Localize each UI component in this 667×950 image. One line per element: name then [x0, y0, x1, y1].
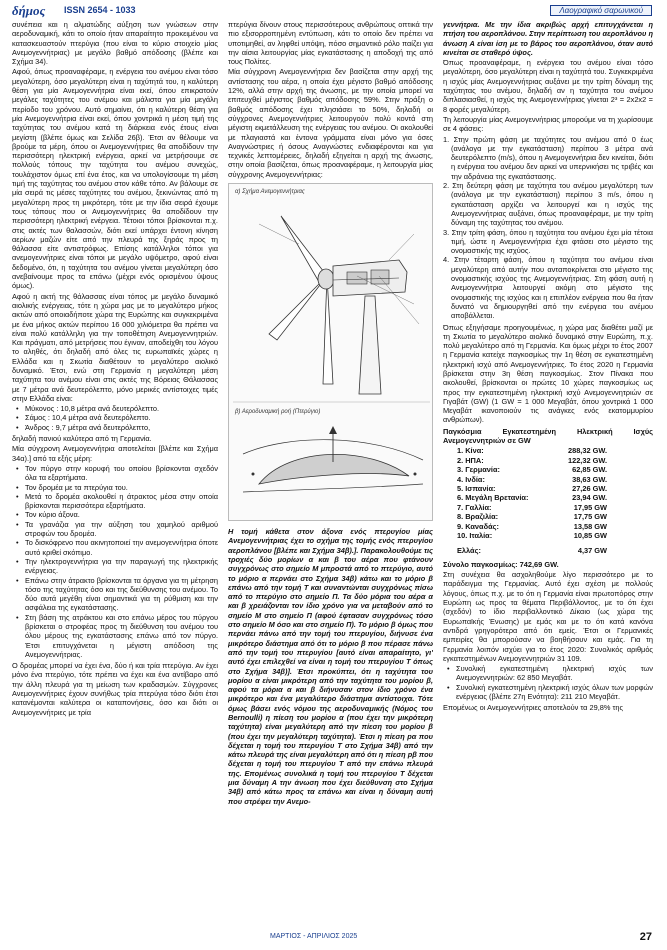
paragraph: Όπως εξηγήσαμε προηγουμένως, η χώρα μας διαθέτει μαζί με τη Σκωτία το μεγαλύτερο αιολικό δυναμικό στην Ευρώπη, π.χ. πολύ μεγαλύτερο από τη Γερμανία. Και όμως μέχρι το έτος 2007 η Γερμανία κατείχε παγκοσμίως την 1η θέση σε εγκατεστημένη ηλεκτρική ισχύ από Ανεμογεννήτριες. Το έτος 2020 η Γερμανία βρίσκεται στην 3η θέση παγκοσμίως. Στον Πίνακα που ακολουθεί, βρίσκονται οι πρώτες 10 χώρες παγκοσμίως ως προς την εγκατεστημένη ηλεκτρική ισχύ Ανεμογεννητριών σε Γιγαβάτ (GW) (1 GW = 1 000 Μεγαβάτ, όπου χοντρικά 1 000 Μεγαβάτ ικανοποιούν τις ανάγκες ενός εκατομμυρίου ανθρώπων). — [443, 322, 653, 425]
page-number: 27 — [639, 931, 652, 943]
column-right — [443, 20, 653, 925]
table-row: 5. Ισπανία: 27,26 GW. — [457, 483, 607, 493]
list-item: • Στη βάση της ατράκτου και στο επάνω μέρος του πύργου βρίσκεται ο στροφέας προς τη διεύθυνση του ανέμου του όλου μέρους της εγκατάστασης επάνω από τον πύργο. Έτσι επιτυγχάνεται η μέγιστη απόδοση της Ανεμογεννήτριας. — [16, 613, 218, 659]
issue-date: ΜΑΡΤΙΟΣ - ΑΠΡΙΛΙΟΣ 2025 — [270, 933, 358, 940]
total-line: Σύνολο παγκοσμίως: 742,69 GW. — [443, 559, 559, 569]
paragraph: Ο δρομέας μπορεί να έχει ένα, δύο ή και τρία πτερύγια. Αν έχει μόνο ένα πτερύγιο, τότε πρέπει να έχει και ένα αντίβαρο από την άλλη πλευρά για τη μείωση των κραδασμών. Σύγχρονες Ανεμογεννήτριες έχουν συνήθως τρία πτερύγια τόσο διότι έτσι κατανέμονται καλύτερα οι καταπονήσεις, όσο και διότι οι Ανεμογεννήτριες με τρία — [12, 661, 218, 717]
list-item: • Τον κύριο άξονα. — [16, 510, 218, 519]
issn-label: ISSN 2654 - 1033 — [64, 5, 136, 15]
list-item: • Συνολική εγκατεστημένη ηλεκτρική ισχύς όλων των μορφών ενέργειας (βλέπε 27η Ενότητα): 211 210 Μεγαβάτ. — [447, 683, 653, 702]
list-item: 1. Στην πρώτη φάση με ταχύτητες του ανέμου από 0 έως (ανάλογα με την εγκατάσταση) περίπου 3 μέτρα ανά δευτερόλεπτο (m/s), όπου η Ανεμογεννήτρια δεν κινείται, διότι η ενέργεια του ανέμου δεν αρκεί να υπερνικήσει τις τριβές και την αδράνεια της εγκατάστασης. — [443, 134, 653, 181]
list-item: • Άνδρος : 9,7 μέτρα ανά δευτερόλεπτο, — [16, 423, 218, 432]
list-item: • Μετά το δρομέα ακολουθεί η άτρακτος μέσα στην οποία βρίσκονται περισσότερα εξαρτήματα. — [16, 492, 218, 511]
table-row-greece: Ελλάς: 4,37 GW — [457, 546, 607, 556]
paragraph: Μία σύγχρονη Ανεμογεννήτρια δεν βασίζεται στην αρχή της αντίστασης του αέρα, η οποία έχει μέγιστο βαθμό απόδοσης 12%, αλλά στην αρχή της άνωσης, με την οποία μπορεί να επιτευχθεί μέγιστος βαθμός απόδοσης 59%. Στην πράξη ο βαθμός απόδοσης έχει πλησιάσει το 50%, δηλαδή οι σύγχρονες Ανεμογεννήτριες λειτουργούν πολύ κοντά στη μέγιστη εκμετάλλευση της ενέργειας του ανέμου. Οι ακολουθεί με πλαγιαστά και έντονα γράμματα είναι μόνο για όσες Αναγνώστριες ή όσους Αναγνώστες ενδιαφέρονται και για τεχνικές λεπτομέρειες, δηλαδή εξηγείται η αρχή της άνωσης, στην οποία βασίζεται, όπως προαναφέραμε, η λειτουργία μίας σύγχρονης Ανεμογεννήτριας: — [228, 67, 433, 179]
wind-speed-list — [16, 404, 218, 432]
paragraph: δηλαδή πανιού καλύτερα από τη Γερμανία. — [12, 434, 152, 444]
turbine-parts-list — [16, 464, 218, 659]
list-item: 2. Στη δεύτερη φάση με ταχύτητα του ανέμου μεγαλύτερη των (ανάλογα με την εγκατάσταση) περίπου 3 m/s, όπου η εγκατάσταση αρχίζει να λειτουργεί και η ισχύς της Ανεμογεννήτριας αυξάνει, όπως προαναφέραμε, με την τρίτη δύναμη της ταχύτητας του ανέμου. — [443, 181, 653, 228]
list-item: • Τον πύργο στην κορυφή του οποίου βρίσκονται σχεδόν όλα τα εξαρτήματα. — [16, 464, 218, 483]
magazine-logo: δήμος — [12, 3, 46, 18]
paragraph: Αφού, όπως προαναφέραμε, η ενέργεια του ανέμου είναι τόσο μεγαλύτερη, όσο μεγαλύτερη είναι η ταχύτητά του, η καλύτερη θέση για μία Ανεμογεννήτρια είναι εκεί, όπου επικρατούν μεγάλες ταχύτητες του ανέμου και μάλιστα για μία μεγάλη περίοδο του χρόνου. Αυτό σημαίνει, ότι η καλύτερη θέση για μία Ανεμογεννήτρια είναι εκεί, όπου χοντρικά η μέση τιμή της ταχύτητας του ανέμου κατά τη διάρκεια ενός έτους είναι μεγίστη (βλέπε όμως και Σελίδα 26β). Έτσι αν θέλουμε να βρούμε τα μέρη, όπου οι Ανεμογεννήτριες θα αποδίδουν την περισσότερη ηλεκτρική ενέργεια, αρκεί να μετρήσουμε σε πολλούς τόπους την ταχύτητα του ανέμου συνεχώς, τουλάχιστον όμως επί ένα έτος, και να υπολογίσουμε τη μέση τιμή της ταχύτητας του ανέμου στον κάθε τόπο. Αν βάλουμε σε μία σειρά τις μέσες ταχύτητες του ανέμου, ξεκινώντας από τη μεγαλύτερη προς τη μικρότερη, τότε με την ίδια σειρά έχουμε τους τόπους που οι Ανεμογεννήτριες θα αποδίδουν την περισσότερη ηλεκτρική ενέργεια. Τέτοιοι τόποι βρίσκονται π.χ. στις ακτές των θαλασσών, διότι εκεί υπάρχει έντονη κίνηση αερίων μαζών είτε από την πλευρά της ξηράς προς τη θάλασσα είτε αντιστρόφως. Επίσης κατάλληλοι τόποι για ανεμογεννήτριες είναι τόποι με μεγάλο υψόμετρο, αφού είναι δεδομένο, ότι, η ταχύτητα του ανέμου γίνεται μεγαλύτερη όσο ανεβαίνουμε προς τα επάνω (μέχρι ενός ορισμένου ύψους όμως). — [12, 67, 218, 291]
list-item: • Σάμος : 10,4 μέτρα ανά δευτερόλεπτο. — [16, 413, 218, 422]
list-item: • Συνολική εγκατεστημένη ηλεκτρική ισχύς των Ανεμογεννητριών: 62 850 Μεγαβάτ. — [447, 664, 653, 683]
paragraph: συνέπεια και η αλματώδης αύξηση των γνώσεων στην αεροδυναμική, κάτι το οποίο ήταν απαραίτητο προκειμένου να κατασκευαστούν πτερύγια (που είναι το κύριο στοιχείο μίας Ανεμογεννήτριας) με μεγάλο βαθμό απόδοσης (βλέπε και Σχήμα 34). — [12, 20, 218, 67]
table-row: 10. Ιταλία: 10,85 GW — [457, 531, 607, 541]
table-row: 6. Μεγάλη Βρετανία: 23,94 GW. — [457, 493, 607, 503]
column-left — [12, 20, 218, 925]
paragraph: Τη λειτουργία μίας Ανεμογεννήτριας μπορούμε να τη χωρίσουμε σε 4 φάσεις: — [443, 114, 653, 134]
germany-stats-list — [447, 664, 653, 701]
table-row: 8. Βραζιλία: 17,75 GW — [457, 512, 607, 522]
turbine-diagram — [229, 184, 433, 522]
list-item: • Το δισκόφρενο που ακινητοποιεί την ανεμογεννήτρια όποτε αυτό κριθεί σκόπιμο. — [16, 538, 218, 557]
paragraph: Στη συνέχεια θα ασχοληθούμε λίγο περισσότερο με το παράδειγμα της Γερμανίας. Αυτό έχει σχέση με πολλούς λόγους, όπως π.χ. με το ότι η Γερμανία είναι πρωτοπόρος στην Ευρώπη ως προς τα θέματα Περιβάλλοντος, με το ότι έχει (σχεδόν) το ίδιο περιβαλλοντικό Δίκαιο (ως χώρα της Ευρωπαϊκής Ένωσης) με εμάς και με το ότι κατά κανόνα αντιδρά γρηγορότερα από ότι εμείς. Έτσι οι Γερμανικές εμπειρίες θα μπορούσαν να βοηθήσουν και εμάς. Για τη Γερμανία λοιπόν ισχύει για το έτος 2020: Συνολικός αριθμός εγκατεστημένων Ανεμογεννητριών 31 109. — [443, 570, 653, 663]
column-middle — [228, 20, 433, 925]
list-item: • Τον δρομέα με τα πτερύγια του. — [16, 483, 218, 492]
page-header — [12, 4, 652, 18]
paragraph: Μία σύγχρονη Ανεμογεννήτρια αποτελείται [βλέπε και Σχήμα 34α).] από τα εξής μέρη: — [12, 444, 218, 463]
list-item: • Επάνω στην άτρακτο βρίσκονται τα όργανα για τη μέτρηση τόσο της ταχύτητας όσο και της διεύθυνσης του ανέμου. Το δύο αυτά μεγέθη είναι σημαντικά για τη ρύθμιση και την ασφάλεια της εγκατάστασης. — [16, 576, 218, 613]
table-row: 3. Γερμανία: 62,85 GW. — [457, 465, 607, 475]
table-row: 1. Κίνα: 288,32 GW. — [457, 446, 607, 456]
paragraph: Επομένως οι Ανεμογεννήτριες αποτελούν τα 29,8% της — [443, 703, 624, 713]
paragraph: πτερύγια δίνουν στους περισσότερους ανθρώπους οπτικά την πιο εξισορροπημένη εντύπωση, κάτι το οποίο δεν πρέπει να υποτιμηθεί, αν ληφθεί υπόψη, πόσο σημαντικό ρόλο παίζει για την αίσια λειτουργίας μίας εγκατάστασης η αποδοχή της από τους Πολίτες. — [228, 20, 433, 67]
figure-caption-a: α) Σχήμα Ανεμογεννήτριας — [235, 189, 305, 196]
table-row: 4. Ινδία: 38,63 GW. — [457, 474, 607, 484]
figure-caption-b: β) Αεροδυναμική ροή (Πτερύγιο) — [235, 409, 321, 416]
paragraph: Όπως προαναφέραμε, η ενέργεια του ανέμου είναι τόσο μεγαλύτερη, όσο μεγαλύτερη είναι η ταχύτητά του. Συγκεκριμένα η ισχύς μίας Ανεμογεννήτριας αυξάνει με την τρίτη δύναμη της ταχύτητας του ανέμου, δηλαδή αν η ταχύτητα του ανέμου διπλασιασθεί, η ισχύς της Ανεμογεννήτριας γίνεται 2³ = 2x2x2 = 8 φορές μεγαλύτερη. — [443, 58, 653, 114]
wind-turbine-figure — [228, 183, 433, 521]
list-item: • Τα γρανάζια για την αύξηση του χαμηλού αριθμού στροφών του δρομέα. — [16, 520, 218, 539]
list-item: 4. Στην τέταρτη φάση, όπου η ταχύτητα του ανέμου είναι μεγαλύτερη από αυτήν που ανταποκρίνεται στο μέγιστο της ονομαστικής ισχύος της Ανεμογεννήτριας. Στη φάση αυτή η Ανεμογεννήτρια λειτουργεί ακόμη στο μέγιστο της ονομαστικής της ισχύος και η επιπλέον ενέργεια που θα ήταν δυνατό να δημιουργηθεί από την ενέργεια του ανέμου αποβάλλεται. — [443, 255, 653, 321]
phases-list — [443, 135, 653, 321]
table-title: Παγκόσμια Εγκατεστημένη Ηλεκτρική Ισχύς Ανεμογεννητριών σε GW — [443, 426, 653, 446]
page-footer — [12, 931, 652, 944]
table-row: 9. Καναδάς: 13,58 GW — [457, 521, 607, 531]
table-row: 2. ΗΠΑ: 122,32 GW. — [457, 455, 607, 465]
list-item: 3. Στην τρίτη φάση, όπου η ταχύτητα του ανέμου έχει μία τέτοια τιμή, ώστε η Ανεμογεννήτρια έχει φτάσει στο μέγιστο της ονομαστικής της ισχύος. — [443, 227, 653, 256]
paragraph: Η τομή κάθετα στον άξονα ενός πτερυγίου μίας Ανεμογεννήτριας έχει το σχήμα της τομής ενός πτερυγίου αεροπλάνου [βλέπε και Σχήμα 34β).]. Παρακολουθούμε τις τροχιές δύο μορίων α και β του αέρα που φτάνουν συγχρόνως στο σημείο Μ μπροστά από το πτερύγιο, αυτό το μόριο α περνάει στο Σχήμα 34β) κάτω και το μόριο β επάνω από την τομή Τ και συναντώνται συγχρόνως πίσω από το πτερύγιο στο σημείο Π. Τα δύο μόρια του αέρα α και β χρειάζονται τον ίδιο χρόνο για να μεταβούν από το σημείο Μ στο σημείο Π (αφού έφτασαν συγχρόνως τόσο στο σημείο Μ όσο και στο σημείο Π). Το μόριο β όμως που περνάει πάνω από την τομή του πτερυγίου, διήνυσε ένα μικρότερο διάστημα από ότι το μόριο β που πέρασε πάνω από την τομή του πτερυγίου [αυτό είναι απαραίτητο, γι' αυτό έχει επιλεχθεί να είναι η τομή του πτερυγίου Τ όπως στο Σχήμα 34β)]. Έτσι προκύπτει, ότι η ταχύτητα του μορίου α είναι μικρότερη από την ταχύτητα του μορίου β, αφού τα μόρια α και β διήνυσαν στον ίδιο χρόνο ένα μικρότερο και ένα μεγαλύτερο διάστημα αντίστοιχα. Τότε όμως βάσει ενός νόμου της αεροδυναμικής (Νόμος του Bernoulli) η πίεση του μορίου α (που έχει την μικρότερη ταχύτητα) είναι μεγαλύτερη από την πίεση του μορίου β (που έχει την μεγαλύτερη ταχύτητα). Έτσι η πίεση pα που δέχεται η τομή του πτερυγίου Τ στο Σχήμα 34β) από την κάτω πλευρά της είναι μεγαλύτερη από ότι η πίεση pβ που δέχεται η τομή του πτερυγίου Τ από την επάνω πλευρά της. Επομένως συνολικά η τομή του πτερυγίου Τ δέχεται μια δύναμη Α την άνωση που έχει διεύθυνση στο Σχήμα 34β) από κάτω προς τα επάνω και είναι η δύναμη αυτή που στρέφει την Ανεμο- — [228, 527, 433, 806]
list-item: • Την ηλεκτρογεννήτρια για την παραγωγή της ηλεκτρικής ενέργειας. — [16, 557, 218, 576]
paragraph: Αφού η ακτή της θάλασσας είναι τόπος με μεγάλο δυναμικό αιολικής ενέργειας, τότε η χώρα μας με το μεγαλύτερο μήκος ακτών από οποιαδήποτε χώρα της Ευρώπης και συγκεκριμένα με ένα μήκος ακτών περίπου 16 000 χιλιόμετρα θα πρέπει να είναι πολύ κατάλληλη για την τοποθέτηση Ανεμογεννητριών. Και πράγματι, από μετρήσεις που έγιναν, αποδείχθη του λόγου το αληθές, ότι δηλαδή από όλες τις ευρωπαϊκές χώρες η Ελλάδα και η Σκωτία διαθέτουν το μεγαλύτερο αιολικό δυναμικό. Έτσι, ενώ στη Γερμανία η μεγαλύτερη μέση ταχύτητα του ανέμου είναι στις ακτές της Βόρειας Θάλασσας με 7 μέτρα ανά δευτερόλεπτο, μόνο μερικές αντίστοιχες τιμές στην Ελλάδα είναι: — [12, 291, 218, 403]
section-tag: Λαογραφικό σαρωνικού — [550, 5, 652, 16]
wind-capacity-table — [457, 446, 607, 555]
list-item: • Μύκονος : 10,8 μέτρα ανά δευτερόλεπτο. — [16, 404, 218, 413]
paragraph: γεννήτρια. Με την ίδια ακριβώς αρχή επιτυγχάνεται η πτήση του αεροπλάνου. Στην περίπτωση του αεροπλάνου η άνωση Α είναι ίση με το βάρος του αεροπλάνου, όταν αυτό κινείται σε σταθερό ύψος. — [443, 20, 653, 57]
table-row: 7. Γαλλία: 17,95 GW — [457, 502, 607, 512]
